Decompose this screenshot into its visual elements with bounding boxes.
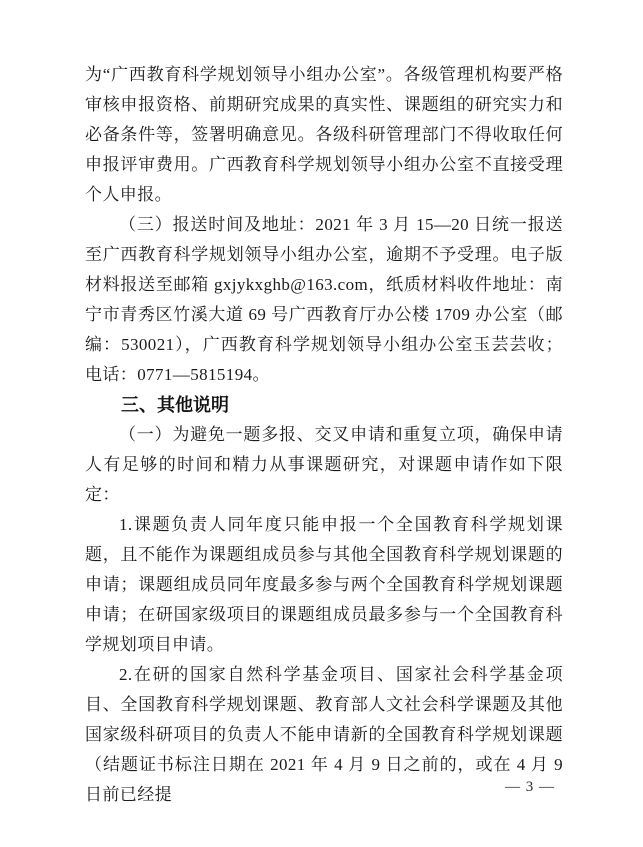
- document-body: [85, 60, 563, 810]
- paragraph-rule-1: 1.课题负责人同年度只能申报一个全国教育科学规划课题，且不能作为课题组成员参与其他全国教育科学规划课题的申请；课题组成员同年度最多参与两个全国教育科学规划课题申请；在研国家级项目的课题组成员最多参与一个全国教育科学规划项目申请。: [85, 515, 563, 654]
- paragraph-rule-2: 2.在研的国家自然科学基金项目、国家社会科学基金项目、全国教育科学规划课题、教育部人文社会科学课题及其他国家级科研项目的负责人不能申请新的全国教育科学规划课题（结题证书标注日期在 2021 年 4 月 9 日之前的，或在 4 月 9 日前已经提: [85, 665, 563, 804]
- section-heading-other-notes: 三、其他说明: [121, 395, 229, 415]
- page-number: — 3 —: [505, 779, 555, 795]
- paragraph-continuation: 为“广西教育科学规划领导小组办公室”。各级管理机构要严格审核申报资格、前期研究成果的真实性、课题组的研究实力和必备条件等，签署明确意见。各级科研管理部门不得收取任何申报评审费用。广西教育科学规划领导小组办公室不直接受理个人申报。: [85, 65, 563, 204]
- paragraph-submission-time-address: （三）报送时间及地址：2021 年 3 月 15—20 日统一报送至广西教育科学规划领导小组办公室，逾期不予受理。电子版材料报送至邮箱 gxjykxghb@163.com，纸质材料收件地址：南宁市青秀区竹溪大道 69 号广西教育厅办公楼 1709 办公室（邮编：530021），广西教育科学规划领导小组办公室玉芸芸收；电话：0771—5815194。: [85, 215, 563, 384]
- paragraph-restrictions-intro: （一）为避免一题多报、交叉申请和重复立项，确保申请人有足够的时间和精力从事课题研究，对课题申请作如下限定：: [85, 425, 563, 504]
